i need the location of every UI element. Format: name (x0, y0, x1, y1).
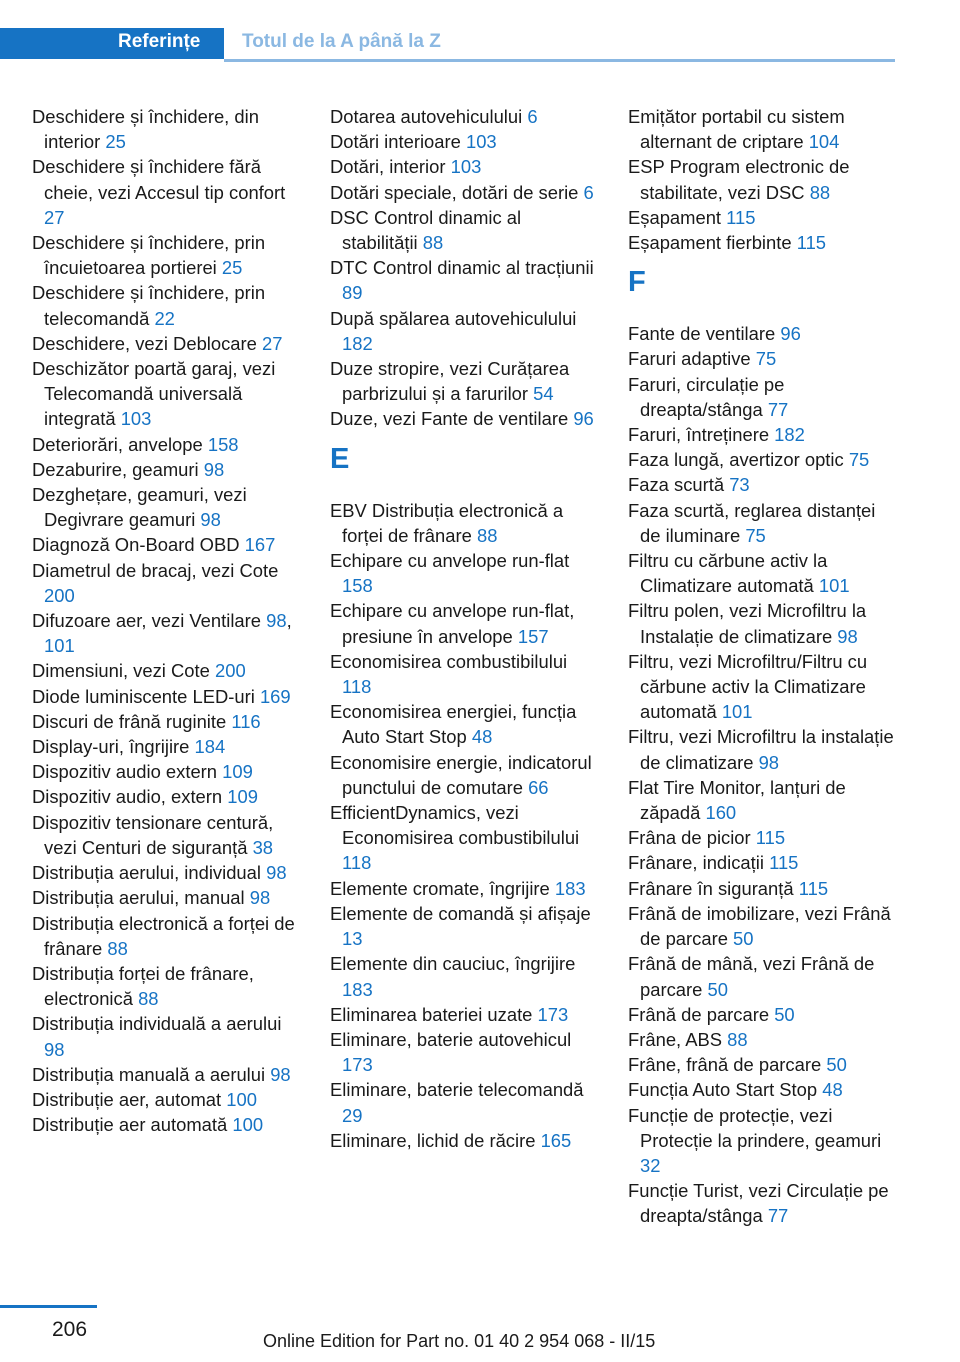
index-entry-term: ESP Program electronic de stabilitate, vezi DSC (628, 156, 850, 203)
index-entry-term: Distribuție aer automată (32, 1114, 228, 1136)
page-reference-link[interactable]: 13 (342, 928, 363, 950)
index-entry (32, 104, 300, 154)
index-entry (628, 901, 896, 951)
index-entry (628, 1027, 896, 1052)
page-reference-link[interactable]: 165 (540, 1129, 572, 1151)
index-entry-term: Diagnoză On-Board OBD (32, 534, 240, 556)
index-entry-term: Dispozitiv audio extern (32, 761, 218, 783)
page-reference-link[interactable]: 50 (774, 1003, 795, 1025)
page-reference-link[interactable]: 50 (707, 978, 728, 1000)
page-reference-link[interactable]: 183 (342, 978, 373, 1000)
index-entry-term: După spălarea autovehiculului (330, 307, 577, 329)
index-entry (32, 280, 300, 330)
index-column-2 (330, 104, 598, 1153)
index-entry-term: Frânare în siguranță (628, 877, 794, 899)
index-entry-term: Duze stropire, vezi Curățarea parbrizului și a farurilor (330, 358, 570, 405)
index-entry (32, 784, 300, 809)
index-entry-term: Deteriorări, anvelope (32, 433, 203, 455)
index-entry-term: Faruri, circulație pe dreapta/stânga (628, 373, 785, 420)
index-entry (32, 331, 300, 356)
page-reference-link[interactable]: 158 (342, 575, 373, 597)
index-entry (628, 598, 896, 648)
page-reference-link[interactable]: 66 (528, 776, 549, 798)
subsection-tab[interactable] (224, 28, 895, 59)
index-entry-term: Faza lungă, avertizor optic (628, 449, 844, 471)
page-reference-link[interactable]: 96 (780, 323, 801, 345)
page-reference-link[interactable]: 167 (244, 534, 276, 556)
index-entry-term: Dotări interioare (330, 131, 461, 153)
index-entry (32, 810, 300, 860)
page-reference-link[interactable]: 54 (533, 383, 554, 405)
page-reference-link[interactable]: 89 (342, 282, 363, 304)
index-entry (330, 1077, 598, 1127)
page-reference-link[interactable]: 50 (733, 928, 754, 950)
subsection-tab-label: Totul de la A până la Z (242, 31, 441, 52)
index-entry-term: Distribuția manuală a aerului (32, 1063, 266, 1085)
index-entry-term: Elemente din cauciuc, îngrijire (330, 953, 576, 975)
page-reference-link[interactable]: 100 (232, 1114, 264, 1136)
index-entry (32, 709, 300, 734)
page-reference-link[interactable]: 48 (471, 726, 493, 748)
index-section-letter: F (628, 266, 646, 299)
page-reference-link[interactable]: 115 (726, 206, 756, 228)
index-entry-term: Frâne, frână de parcare (628, 1054, 822, 1076)
index-entry-term: Filtru, vezi Microfiltru la instalație de climatizare (628, 726, 894, 773)
index-entry (32, 860, 300, 885)
index-entry (628, 154, 896, 204)
index-entry-term: Dotarea autovehiculului (330, 106, 523, 127)
page-reference-link[interactable]: 27 (262, 332, 283, 354)
page-reference-link[interactable]: 88 (727, 1028, 748, 1050)
index-entry-term: Distribuția aerului, manual (32, 887, 245, 909)
page-reference-link[interactable]: 173 (342, 1054, 373, 1076)
index-entry-term: Eșapament (628, 206, 722, 228)
page-reference-link[interactable]: 115 (798, 877, 829, 899)
index-entry (628, 472, 896, 497)
index-entry (32, 432, 300, 457)
page-reference-link[interactable]: 101 (818, 575, 850, 597)
index-entry-term: Deschidere, vezi Deblocare (32, 332, 257, 354)
index-entry-term: Eliminare, baterie autovehicul (330, 1028, 572, 1050)
index-entry (32, 1112, 300, 1137)
index-entry-term: Economisirea energiei, funcția Auto Start Stop (330, 701, 577, 748)
section-tab-label: Referințe (118, 31, 201, 52)
page-reference-link[interactable]: 75 (755, 348, 777, 370)
page-reference-link[interactable]: 98 (44, 1038, 65, 1060)
page-reference-link[interactable]: 115 (796, 232, 827, 254)
index-entry (32, 154, 300, 230)
index-entry (628, 1052, 896, 1077)
index-entry (628, 447, 896, 472)
index-entry-term: Filtru polen, vezi Microfiltru la Instalație de climatizare (628, 600, 867, 647)
page-reference-link[interactable]: 25 (221, 257, 243, 279)
index-entry (628, 230, 896, 255)
page-reference-link[interactable]: 75 (848, 449, 870, 471)
index-entry-term: Flat Tire Monitor, lanțuri de zăpadă (628, 776, 846, 824)
page-reference-link[interactable]: 184 (194, 736, 226, 758)
index-entry (628, 104, 896, 154)
index-entry (628, 1077, 896, 1102)
index-entry-term: Eliminare, lichid de răcire (330, 1129, 536, 1151)
page-reference-link[interactable]: 88 (138, 988, 159, 1010)
page-reference-link[interactable]: 109 (222, 761, 253, 783)
page-reference-link[interactable]: 98 (203, 458, 225, 480)
index-entry (32, 457, 300, 482)
section-tab-active[interactable] (0, 28, 224, 59)
page-reference-link[interactable]: 98 (266, 610, 287, 632)
page-reference-link[interactable]: 27 (44, 206, 65, 228)
index-entry-term: Eliminare, baterie telecomandă (330, 1079, 584, 1101)
page-reference-link[interactable]: 173 (537, 1003, 569, 1025)
page-reference-link[interactable]: 182 (342, 332, 373, 354)
index-entry-term: Display-uri, îngrijire (32, 736, 190, 758)
index-entry-term: Distribuția electronică a forței de frânare (32, 912, 295, 959)
index-entry (628, 372, 896, 422)
edition-note: Online Edition for Part no. 01 40 2 954 068 - II/15 (263, 1331, 656, 1351)
page-reference-link[interactable]: 100 (226, 1088, 257, 1110)
page-reference-link[interactable]: 200 (44, 584, 75, 606)
page-reference-link[interactable]: 98 (270, 1063, 291, 1085)
page-reference-link[interactable]: 118 (342, 852, 372, 874)
index-entry-term: Eliminarea bateriei uzate (330, 1003, 533, 1025)
index-entry (330, 356, 598, 406)
page-reference-link[interactable]: 101 (721, 701, 753, 723)
index-entry-term: Dezaburire, geamuri (32, 458, 199, 480)
index-entry-term: Emițător portabil cu sistem alternant de criptare (628, 106, 845, 153)
index-entry (330, 205, 598, 255)
page-number: 206 (52, 1318, 88, 1341)
index-entry (32, 482, 300, 532)
index-entry (628, 1103, 896, 1179)
page-reference-link[interactable]: 157 (517, 625, 549, 647)
header-divider (224, 59, 895, 62)
index-entry (32, 230, 300, 280)
page-reference-link[interactable]: 98 (266, 862, 287, 884)
index-entry (330, 901, 598, 951)
page-reference-link[interactable]: 116 (231, 710, 261, 732)
index-entry (32, 961, 300, 1011)
index-entry (330, 1027, 598, 1077)
page-reference-link[interactable]: 75 (745, 524, 766, 546)
page-reference-link[interactable]: 103 (120, 408, 152, 430)
index-entry (330, 1128, 598, 1153)
index-entry-term: Filtru cu cărbune activ la Climatizare automată (628, 550, 828, 597)
page-reference-link[interactable]: 88 (422, 232, 444, 254)
index-entry-term: Eșapament fierbinte (628, 232, 792, 254)
index-entry-term: Dispozitiv audio, extern (32, 786, 223, 808)
index-entry (32, 885, 300, 910)
index-entry-term: Deschidere și închidere, din interior (32, 106, 259, 153)
index-entry (330, 876, 598, 901)
page-reference-link[interactable]: 183 (554, 877, 586, 899)
index-entry-term: Fante de ventilare (628, 323, 776, 345)
index-entry-term: Duze, vezi Fante de ventilare (330, 408, 569, 430)
index-entry (32, 356, 300, 432)
index-entry-term: Dimensiuni, vezi Cote (32, 660, 210, 682)
index-entry (628, 850, 896, 875)
index-entry (330, 129, 598, 154)
page-reference-link[interactable]: 98 (837, 625, 858, 647)
index-entry (32, 734, 300, 759)
page-reference-link[interactable]: 98 (249, 887, 271, 909)
index-entry (330, 406, 598, 431)
index-entry (628, 649, 896, 725)
page-reference-link[interactable]: 48 (822, 1079, 843, 1101)
index-entry (628, 951, 896, 1001)
index-entry-term: Frâna de picior (628, 827, 751, 849)
index-entry-term: Funcția Auto Start Stop (628, 1079, 818, 1101)
page-reference-link[interactable]: 32 (640, 1154, 661, 1176)
index-entry (628, 1002, 896, 1027)
index-entry-term: Echipare cu anvelope run-flat, presiune în anvelope (330, 600, 575, 647)
index-entry (32, 1062, 300, 1087)
index-entry-term: Elemente cromate, îngrijire (330, 877, 550, 899)
index-entry (628, 346, 896, 371)
index-entry (330, 800, 598, 876)
index-entry (330, 1002, 598, 1027)
page-reference-link[interactable]: 182 (774, 424, 805, 446)
index-entry (628, 321, 896, 346)
index-entry-term: Frână de mână, vezi Frână de parcare (628, 953, 875, 1000)
page-reference-link[interactable]: 103 (450, 156, 482, 178)
page-reference-link[interactable]: 29 (342, 1104, 363, 1126)
page-reference-link[interactable]: 38 (252, 836, 274, 858)
page-reference-link[interactable]: 6 (583, 181, 594, 203)
index-entry-term: Funcție de protecție, vezi Protecție la prindere, geamuri (628, 1104, 882, 1151)
page-reference-link[interactable]: 109 (227, 786, 258, 808)
index-entry (628, 724, 896, 774)
page-reference-link[interactable]: 96 (573, 408, 594, 430)
index-entry-term: Distribuție aer, automat (32, 1088, 222, 1110)
page-reference-link[interactable]: 101 (44, 635, 75, 657)
page-reference-link[interactable]: 50 (826, 1054, 847, 1076)
index-entry (32, 558, 300, 608)
index-entry (32, 1011, 300, 1061)
index-entry (628, 422, 896, 447)
page-reference-link[interactable]: 88 (476, 524, 498, 546)
page-reference-link[interactable]: 77 (767, 1205, 789, 1227)
index-entry-term: DTC Control dinamic al tracțiunii (330, 257, 594, 279)
index-entry (330, 548, 598, 598)
index-entry-term: Deschidere și închidere, prin telecomandă (32, 282, 266, 329)
page-reference-link[interactable]: 98 (758, 751, 780, 773)
page-reference-link[interactable]: 200 (214, 660, 246, 682)
index-entry-term: Deschidere și închidere fără cheie, vezi Accesul tip confort (32, 156, 286, 203)
index-entry-term: Dotări, interior (330, 156, 446, 178)
index-entry-term: Frână de parcare (628, 1003, 770, 1025)
index-entry (330, 598, 598, 648)
index-entry-term: EBV Distribuția electronică a forței de frânare (330, 499, 564, 546)
index-entry-term: Dotări speciale, dotări de serie (330, 181, 579, 203)
index-entry (330, 649, 598, 699)
page-reference-link[interactable]: 160 (705, 802, 737, 824)
page-reference-link[interactable]: 115 (755, 827, 786, 849)
index-entry (628, 825, 896, 850)
index-section-letter: E (330, 442, 350, 475)
index-entry (628, 775, 896, 825)
index-entry-term: Funcție Turist, vezi Circulație pe dreapta/stânga (628, 1180, 889, 1227)
index-entry (330, 180, 598, 205)
page-reference-link[interactable]: 98 (200, 509, 221, 531)
index-entry (330, 154, 598, 179)
page-reference-link[interactable]: 104 (808, 131, 840, 153)
index-entry (330, 306, 598, 356)
index-entry (330, 104, 598, 129)
index-entry (32, 911, 300, 961)
index-entry-term: Elemente de comandă și afișaje (330, 902, 591, 924)
index-entry-term: Diode luminiscente LED-uri (32, 685, 255, 707)
index-entry-term: Discuri de frână ruginite (32, 710, 227, 732)
index-entry-term: EfficientDynamics, vezi Economisirea combustibilului (330, 802, 580, 849)
index-entry-term: Faruri, întreținere (628, 424, 770, 446)
index-entry (330, 699, 598, 749)
index-entry (32, 658, 300, 683)
index-entry (32, 759, 300, 784)
index-entry-term: Frânare, indicații (628, 852, 764, 874)
index-entry (330, 750, 598, 800)
page-reference-link[interactable]: 158 (207, 433, 239, 455)
page-reference-link[interactable]: 6 (527, 106, 538, 127)
page-reference-link[interactable]: 169 (259, 685, 291, 707)
index-entry (330, 255, 598, 305)
page-reference-link[interactable]: 118 (342, 676, 372, 698)
index-entry (628, 1178, 896, 1228)
index-entry-term: Filtru, vezi Microfiltru/Filtru cu cărbune activ la Climatizare automată (628, 650, 868, 723)
index-entry-term: Faza scurtă, reglarea distanței de iluminare (628, 499, 876, 546)
page-header (0, 28, 895, 59)
index-entry (628, 876, 896, 901)
index-entry-term: Economisire energie, indicatorul punctului de comutare (330, 751, 592, 798)
index-entry-term: Deschidere și închidere, prin încuietoarea portierei (32, 232, 266, 279)
index-entry-term: Dispozitiv tensionare centură, vezi Centuri de siguranță (32, 811, 274, 858)
index-entry (628, 205, 896, 230)
page-reference-link[interactable]: 25 (105, 131, 126, 153)
index-entry (32, 1087, 300, 1112)
index-entry (32, 684, 300, 709)
index-entry-term: Diametrul de bracaj, vezi Cote (32, 559, 279, 581)
index-entry-term: Frâne, ABS (628, 1028, 723, 1050)
page-reference-link[interactable]: 115 (769, 852, 799, 874)
page-reference-link[interactable]: 103 (465, 131, 497, 153)
index-entry (628, 498, 896, 548)
index-entry-term: Dezghețare, geamuri, vezi Degivrare geamuri (32, 484, 247, 531)
index-entry-term: Frână de imobilizare, vezi Frână de parcare (628, 902, 891, 950)
page-reference-link[interactable]: 88 (809, 181, 831, 203)
index-entry: Difuzoare aer, vezi Ventilare 98, 101 (32, 610, 292, 657)
index-entry-term: Distribuția forței de frânare, electronică (32, 962, 254, 1010)
footer-divider (0, 1305, 97, 1308)
page-reference-link[interactable]: 77 (767, 398, 789, 420)
index-entry (628, 548, 896, 598)
index-entry-term: Faza scurtă (628, 474, 725, 496)
index-entry-term: Faruri adaptive (628, 348, 751, 370)
index-entry-term: DSC Control dinamic al stabilității (330, 206, 522, 254)
index-entry-term: Difuzoare aer, vezi Ventilare (32, 610, 261, 632)
index-entry (330, 951, 598, 1001)
page-reference-link[interactable]: 73 (729, 474, 750, 496)
index-entry-term: Economisirea combustibilului (330, 650, 568, 672)
index-entry-term: Echipare cu anvelope run-flat (330, 550, 570, 572)
index-entry (330, 498, 598, 548)
index-entry (32, 532, 300, 557)
page-reference-link[interactable]: 22 (154, 307, 175, 329)
index-column-3 (628, 104, 896, 1229)
index-entry-term: Distribuția aerului, individual (32, 862, 261, 884)
index-entry-term: Deschizător poartă garaj, vezi Telecomandă universală integrată (32, 358, 276, 430)
page-reference-link[interactable]: 88 (107, 937, 128, 959)
index-entry-term: Distribuția individuală a aerului (32, 1013, 282, 1035)
index-column-1 (32, 104, 300, 1137)
